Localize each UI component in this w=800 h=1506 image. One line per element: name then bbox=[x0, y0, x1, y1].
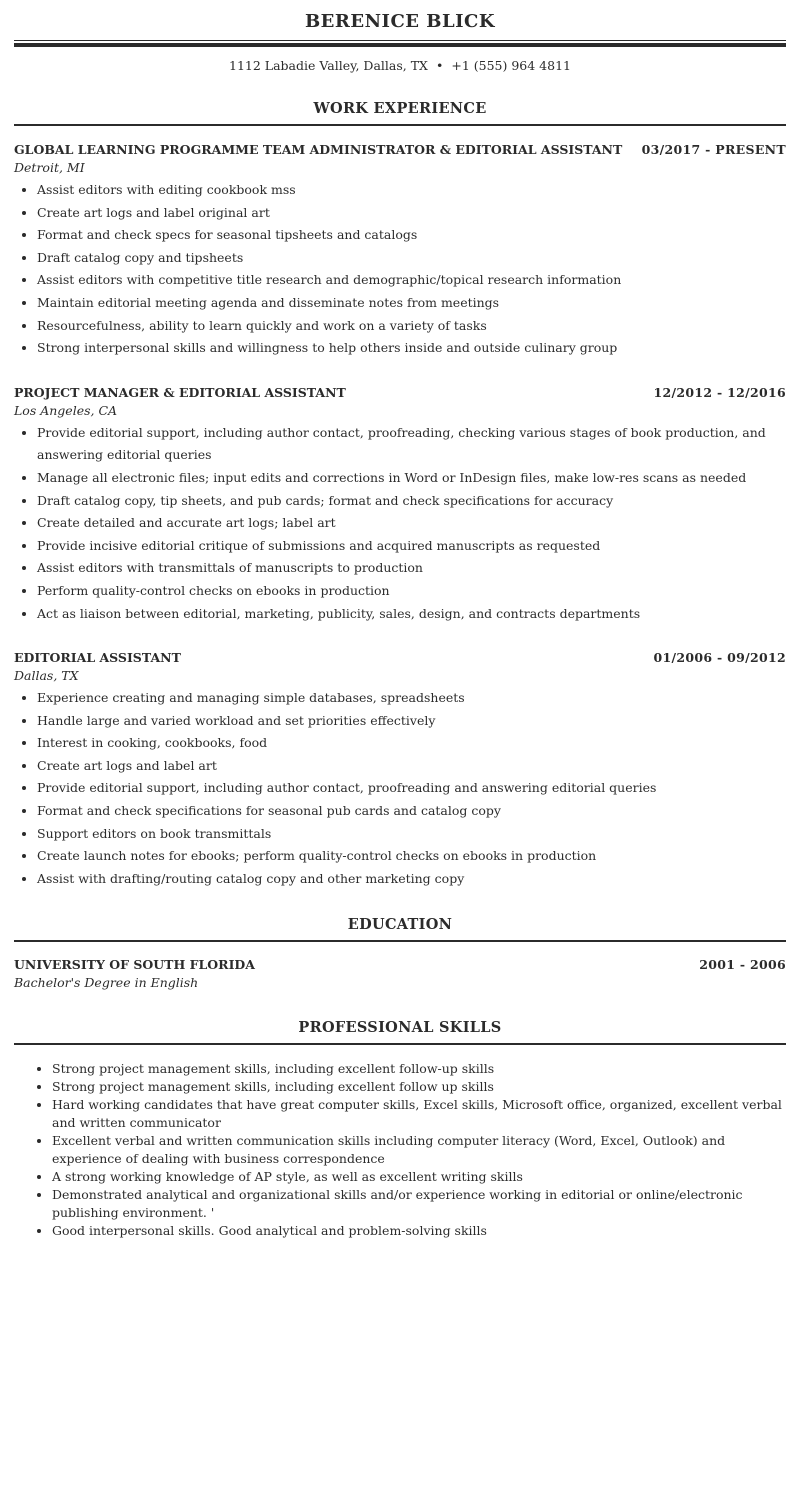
job-bullet: • Create launch notes for ebooks; perform quality-control checks on ebooks in production bbox=[37, 845, 786, 868]
job-title: PROJECT MANAGER & EDITORIAL ASSISTANT bbox=[14, 384, 346, 400]
job-location: Los Angeles, CA bbox=[14, 402, 118, 418]
job-entry bbox=[14, 385, 786, 625]
job-bullet: • Strong interpersonal skills and willingness to help others inside and outside culinary group bbox=[37, 337, 786, 360]
job-bullet: • Experience creating and managing simple databases, spreadsheets bbox=[37, 687, 786, 710]
job-bullet: • Create art logs and label art bbox=[37, 755, 786, 778]
job-bullet: • Format and check specs for seasonal tipsheets and catalogs bbox=[37, 224, 786, 247]
job-header bbox=[14, 650, 786, 668]
skill-item: • Strong project management skills, including excellent follow up skills bbox=[52, 1078, 786, 1096]
section-title-work: WORK EXPERIENCE bbox=[313, 100, 487, 117]
job-dates: 01/2006 - 09/2012 bbox=[653, 650, 786, 666]
job-location: Detroit, MI bbox=[14, 160, 85, 175]
education-entry bbox=[14, 957, 786, 994]
job-bullet: • Interest in cooking, cookbooks, food bbox=[37, 732, 786, 755]
contact-separator: • bbox=[435, 58, 444, 73]
section-rule-education bbox=[14, 940, 786, 942]
job-bullets bbox=[14, 422, 786, 625]
skill-item: • Good interpersonal skills. Good analytical and problem-solving skills bbox=[52, 1222, 786, 1240]
job-entry bbox=[14, 142, 786, 360]
job-bullets bbox=[14, 179, 786, 360]
skill-item: • Strong project management skills, including excellent follow-up skills bbox=[52, 1060, 786, 1078]
job-dates: 03/2017 - PRESENT bbox=[641, 142, 786, 157]
header-rule-thin bbox=[14, 40, 786, 41]
skill-item: • A strong working knowledge of AP style, as well as excellent writing skills bbox=[52, 1168, 786, 1186]
job-bullet: • Provide editorial support, including author contact, proofreading, checking various stages of book production, and answering editorial queries bbox=[37, 422, 786, 467]
job-bullet: • Draft catalog copy and tipsheets bbox=[37, 247, 786, 270]
section-title-skills: PROFESSIONAL SKILLS bbox=[298, 1019, 502, 1037]
job-bullet: • Resourcefulness, ability to learn quickly and work on a variety of tasks bbox=[37, 315, 786, 338]
section-title-education: EDUCATION bbox=[347, 916, 453, 934]
job-bullet: • Format and check specifications for seasonal pub cards and catalog copy bbox=[37, 800, 786, 823]
job-title: GLOBAL LEARNING PROGRAMME TEAM ADMINISTRATOR & EDITORIAL ASSISTANT bbox=[14, 142, 623, 157]
skill-item: • Demonstrated analytical and organizational skills and/or experience working in editorial or online/electronic publishing environment. ' bbox=[52, 1186, 786, 1222]
job-bullet: • Provide incisive editorial critique of submissions and acquired manuscripts as requested bbox=[37, 535, 786, 558]
header-rule-thick bbox=[14, 43, 786, 47]
contact-phone: +1 (555) 964 4811 bbox=[451, 58, 571, 73]
job-header bbox=[14, 142, 786, 160]
job-bullet: • Maintain editorial meeting agenda and disseminate notes from meetings bbox=[37, 292, 786, 315]
section-rule-work bbox=[14, 124, 786, 126]
job-location: Dallas, TX bbox=[14, 668, 79, 684]
job-bullets bbox=[14, 687, 786, 890]
job-bullet: • Assist editors with competitive title research and demographic/topical research information bbox=[37, 269, 786, 292]
job-bullet: • Create detailed and accurate art logs; label art bbox=[37, 512, 786, 535]
skills-list bbox=[14, 1060, 786, 1240]
section-rule-skills bbox=[14, 1043, 786, 1045]
skill-item: • Excellent verbal and written communication skills including computer literacy (Word, Excel, Outlook) and experience of dealing with business correspondence bbox=[52, 1132, 786, 1168]
job-bullet: • Support editors on book transmittals bbox=[37, 823, 786, 846]
education-school: UNIVERSITY OF SOUTH FLORIDA bbox=[14, 957, 255, 973]
candidate-name: BERENICE BLICK bbox=[304, 11, 496, 32]
job-header bbox=[14, 385, 786, 403]
job-bullet: • Perform quality-control checks on ebooks in production bbox=[37, 580, 786, 603]
job-bullet: • Create art logs and label original art bbox=[37, 202, 786, 225]
job-bullet: • Provide editorial support, including author contact, proofreading and answering editorial queries bbox=[37, 777, 786, 800]
job-bullet: • Handle large and varied workload and set priorities effectively bbox=[37, 710, 786, 733]
contact-address: 1112 Labadie Valley, Dallas, TX bbox=[229, 58, 428, 73]
job-bullet: • Assist editors with transmittals of manuscripts to production bbox=[37, 557, 786, 580]
skill-item: • Hard working candidates that have great computer skills, Excel skills, Microsoft office, organized, excellent verbal and written communicator bbox=[52, 1096, 786, 1132]
job-title: EDITORIAL ASSISTANT bbox=[14, 650, 181, 666]
education-dates: 2001 - 2006 bbox=[699, 957, 786, 973]
job-bullet: • Act as liaison between editorial, marketing, publicity, sales, design, and contracts departments bbox=[37, 603, 786, 626]
education-header bbox=[14, 957, 786, 975]
job-dates: 12/2012 - 12/2016 bbox=[653, 384, 786, 400]
education-degree: Bachelor's Degree in English bbox=[14, 975, 199, 991]
job-bullet: • Draft catalog copy, tip sheets, and pub cards; format and check specifications for accuracy bbox=[37, 490, 786, 513]
job-bullet: • Assist editors with editing cookbook mss bbox=[37, 179, 786, 202]
job-bullet: • Assist with drafting/routing catalog copy and other marketing copy bbox=[37, 868, 786, 891]
job-entry bbox=[14, 650, 786, 890]
contact-line bbox=[14, 58, 786, 78]
job-bullet: • Manage all electronic files; input edits and corrections in Word or InDesign files, make low-res scans as needed bbox=[37, 467, 786, 490]
